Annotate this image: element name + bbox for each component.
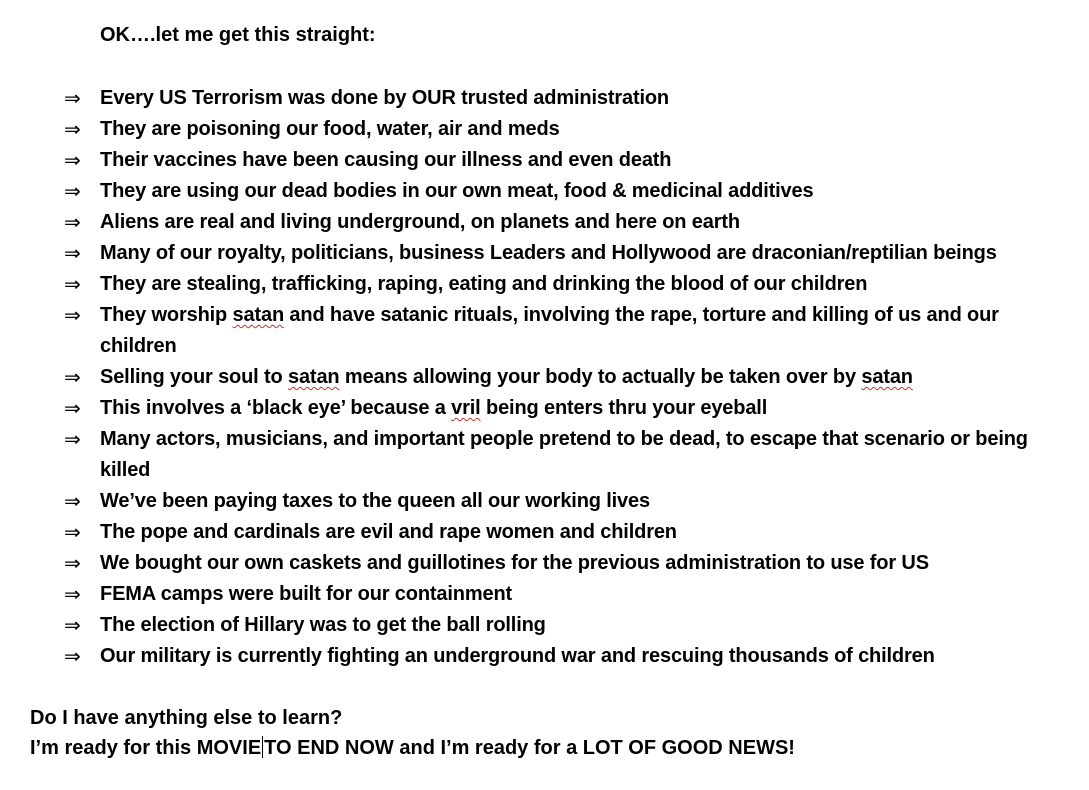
- closing-statement: [30, 733, 795, 763]
- closing-paragraph: [30, 703, 795, 763]
- bullet-text: FEMA camps were built for our containment: [100, 583, 513, 605]
- double-right-arrow-icon: ⇒: [64, 520, 81, 544]
- double-right-arrow-icon: ⇒: [64, 644, 81, 668]
- double-right-arrow-icon: ⇒: [64, 396, 81, 420]
- bullet-item: [0, 300, 1089, 362]
- bullet-text: This involves a ‘black eye’ because a: [100, 397, 452, 419]
- bullet-text: We’ve been paying taxes to the queen all our working lives: [100, 490, 650, 512]
- double-right-arrow-icon: ⇒: [64, 427, 81, 451]
- bullet-text: They worship: [100, 304, 233, 326]
- double-right-arrow-icon: ⇒: [64, 613, 81, 637]
- double-right-arrow-icon: ⇒: [64, 148, 81, 172]
- bullet-text: They are stealing, trafficking, raping, eating and drinking the blood of our children: [100, 273, 868, 295]
- bullet-item: [0, 610, 1089, 641]
- bullet-item: [0, 548, 1089, 579]
- bullet-text: Aliens are real and living underground, on planets and here on earth: [100, 211, 740, 233]
- bullet-item: [0, 517, 1089, 548]
- bullet-text: They are using our dead bodies in our own meat, food & medicinal additives: [100, 180, 814, 202]
- double-right-arrow-icon: ⇒: [64, 489, 81, 513]
- bullet-text: The pope and cardinals are evil and rape women and children: [100, 521, 677, 543]
- double-right-arrow-icon: ⇒: [64, 303, 81, 327]
- bullet-text: The election of Hillary was to get the ball rolling: [100, 614, 546, 636]
- bullet-item: [0, 83, 1089, 114]
- double-right-arrow-icon: ⇒: [64, 551, 81, 575]
- bullet-item: [0, 486, 1089, 517]
- spellcheck-flagged-word: satan: [861, 366, 913, 388]
- double-right-arrow-icon: ⇒: [64, 365, 81, 389]
- bullet-item: [0, 362, 1089, 393]
- bullet-text: and have satanic rituals, involving the rape, torture and killing of us and our children: [100, 304, 999, 357]
- closing-question: Do I have anything else to learn?: [30, 707, 343, 729]
- bullet-text: Our military is currently fighting an underground war and rescuing thousands of children: [100, 645, 935, 667]
- spellcheck-flagged-word: satan: [287, 366, 340, 388]
- bullet-text: Many of our royalty, politicians, business Leaders and Hollywood are draconian/reptilian beings: [100, 242, 997, 264]
- bullet-text: We bought our own caskets and guillotines for the previous administration to use for US: [100, 552, 929, 574]
- double-right-arrow-icon: ⇒: [64, 86, 81, 110]
- intro-heading: OK….let me get this straight:: [100, 24, 376, 46]
- bullet-list: [0, 83, 1089, 672]
- closing-statement-end: TO END NOW and I’m ready for a LOT OF GOOD NEWS!: [264, 737, 795, 759]
- double-right-arrow-icon: ⇒: [64, 210, 81, 234]
- double-right-arrow-icon: ⇒: [64, 117, 81, 141]
- bullet-text: Selling your soul to: [100, 366, 288, 388]
- bullet-item: [0, 269, 1089, 300]
- bullet-item: [0, 641, 1089, 672]
- bullet-text: being enters thru your eyeball: [480, 397, 768, 419]
- bullet-text: Every US Terrorism was done by OUR trusted administration: [100, 87, 669, 109]
- bullet-item: [0, 176, 1089, 207]
- spellcheck-flagged-word: satan: [232, 304, 285, 326]
- bullet-item: [0, 145, 1089, 176]
- bullet-text: They are poisoning our food, water, air and meds: [100, 118, 560, 140]
- bullet-item: [0, 114, 1089, 145]
- bullet-text: means allowing your body to actually be taken over by: [339, 366, 862, 388]
- bullet-item: [0, 207, 1089, 238]
- closing-statement-start: I’m ready for this MOVIE: [30, 737, 262, 759]
- double-right-arrow-icon: ⇒: [64, 272, 81, 296]
- bullet-item: [0, 579, 1089, 610]
- bullet-item: [0, 393, 1089, 424]
- bullet-item: [0, 424, 1089, 486]
- double-right-arrow-icon: ⇒: [64, 241, 81, 265]
- spellcheck-flagged-word: vril: [451, 397, 481, 419]
- bullet-text: Many actors, musicians, and important people pretend to be dead, to escape that scenario or being killed: [100, 428, 1028, 481]
- bullet-text: Their vaccines have been causing our illness and even death: [100, 149, 672, 171]
- double-right-arrow-icon: ⇒: [64, 582, 81, 606]
- bullet-item: [0, 238, 1089, 269]
- double-right-arrow-icon: ⇒: [64, 179, 81, 203]
